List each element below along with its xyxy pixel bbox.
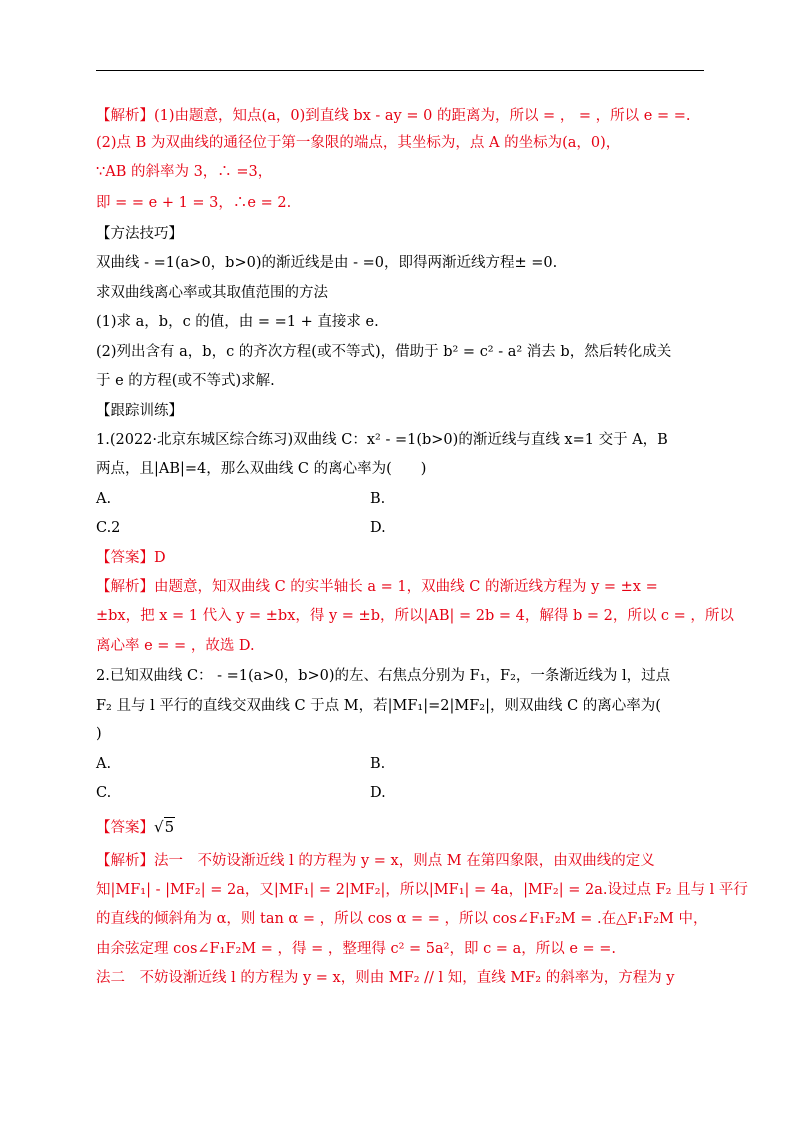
sqrt-radicand: 5 — [164, 818, 175, 836]
text-line-l11 — [96, 401, 708, 421]
text-segment: 【方法技巧】 — [96, 226, 183, 242]
text-line-l12 — [96, 430, 708, 450]
text-segment: 知|MF₁| - |MF₂| = 2a，又|MF₁| = 2|MF₂|，所以|MF₁| = 4a，|MF₂| = 2a.设过点 F₂ 且与 l 平行 — [96, 882, 748, 898]
text-line-l21 — [96, 696, 708, 716]
option-label-right: D. — [370, 520, 386, 536]
text-line-l4 — [96, 193, 708, 213]
text-line-l2 — [96, 133, 708, 153]
text-line-l5 — [96, 224, 708, 244]
option-label-right: D. — [370, 785, 386, 801]
text-line-l26 — [96, 851, 708, 871]
text-line-l16 — [96, 548, 708, 568]
text-segment: 由余弦定理 cos∠F₁F₂M = ，得 = ，整理得 c² = 5a²，即 c = a，所以 e = =. — [96, 941, 617, 957]
text-line-l15 — [96, 518, 708, 538]
text-segment: A. — [96, 756, 112, 772]
text-segment: C. — [96, 785, 112, 801]
text-line-l30 — [96, 968, 708, 988]
text-segment: ) — [96, 726, 102, 742]
text-segment: 的直线的倾斜角为 α，则 tan α = ，所以 cos α = = ，所以 cos∠F₁F₂M = .在△F₁F₂M 中， — [96, 911, 708, 927]
text-line-l13 — [96, 459, 708, 479]
text-line-l25 — [96, 817, 708, 838]
text-line-l24 — [96, 783, 708, 803]
text-segment: ±bx，把 x = 1 代入 y = ±bx，得 y = ±b，所以|AB| = 2b = 4，解得 b = 2，所以 c = ，所以 — [96, 608, 734, 624]
text-line-l3 — [96, 162, 708, 182]
text-line-l20 — [96, 666, 708, 686]
text-segment: 【解析】 — [96, 108, 154, 124]
text-segment: ∵AB 的斜率为 3，∴ =3， — [96, 164, 273, 180]
header-rule — [96, 70, 704, 71]
text-segment: C.2 — [96, 520, 121, 536]
text-line-l10 — [96, 371, 708, 391]
text-segment: 双曲线 - =1(a>0，b>0)的渐近线是由 - =0，即得两渐近线方程± =0. — [96, 255, 558, 271]
text-line-l29 — [96, 939, 708, 959]
option-label-right: B. — [370, 756, 386, 772]
text-line-l22 — [96, 724, 708, 744]
text-line-l9 — [96, 342, 708, 362]
option-label-right: B. — [370, 491, 386, 507]
text-segment: 【解析】法一 不妨设渐近线 l 的方程为 y = x，则点 M 在第四象限，由双曲线的定义 — [96, 853, 655, 869]
text-line-l1 — [96, 106, 708, 126]
text-segment: 【解析】由题意，知双曲线 C 的实半轴长 a = 1，双曲线 C 的渐近线方程为 y = ±x = — [96, 579, 658, 595]
text-segment: (2)列出含有 a，b，c 的齐次方程(或不等式)，借助于 b² = c² - a² 消去 b，然后转化成关 — [96, 344, 672, 360]
text-line-l8 — [96, 312, 708, 332]
text-segment: 于 e 的方程(或不等式)求解. — [96, 373, 275, 389]
text-segment: 2.已知双曲线 C： - =1(a>0，b>0)的左、右焦点分别为 F₁，F₂，一条渐近线为 l，过点 — [96, 668, 671, 684]
text-segment: F₂ 且与 l 平行的直线交双曲线 C 于点 M，若|MF₁|=2|MF₂|，则双曲线 C 的离心率为( — [96, 698, 661, 714]
text-segment: (2)点 B 为双曲线的通径位于第一象限的端点，其坐标为，点 A 的坐标为(a，0)， — [96, 135, 621, 151]
text-line-l19 — [96, 636, 708, 656]
text-line-l7 — [96, 283, 708, 303]
text-segment: 【答案】 — [96, 820, 154, 836]
text-segment: 求双曲线离心率或其取值范围的方法 — [96, 285, 328, 301]
text-segment: 【跟踪训练】 — [96, 403, 183, 419]
text-segment: (1)求 a，b，c 的值，由 = =1 + 直接求 e. — [96, 314, 379, 330]
text-line-l23 — [96, 754, 708, 774]
text-segment: 法二 不妨设渐近线 l 的方程为 y = x，则由 MF₂ // l 知，直线 MF₂ 的斜率为，方程为 y — [96, 970, 675, 986]
text-segment: A. — [96, 491, 112, 507]
text-line-l28 — [96, 909, 708, 929]
sqrt-answer: √5 — [154, 818, 175, 836]
text-segment: 即 = = e + 1 = 3，∴e = 2. — [96, 195, 292, 211]
text-line-l14 — [96, 489, 708, 509]
text-segment: 【答案】D — [96, 550, 166, 566]
text-segment: (1)由题意，知点(a，0)到直线 bx - ay = 0 的距离为，所以 = ， = ，所以 e = =. — [154, 108, 691, 124]
text-line-l6 — [96, 253, 708, 273]
text-segment: 1.(2022·北京东城区综合练习)双曲线 C：x² - =1(b>0)的渐近线与直线 x=1 交于 A，B — [96, 432, 668, 448]
text-line-l17 — [96, 577, 708, 597]
text-segment: 离心率 e = = ，故选 D. — [96, 638, 255, 654]
text-line-l18 — [96, 606, 734, 626]
text-segment: 两点，且|AB|=4，那么双曲线 C 的离心率为( ) — [96, 461, 427, 477]
text-line-l27 — [96, 880, 748, 900]
